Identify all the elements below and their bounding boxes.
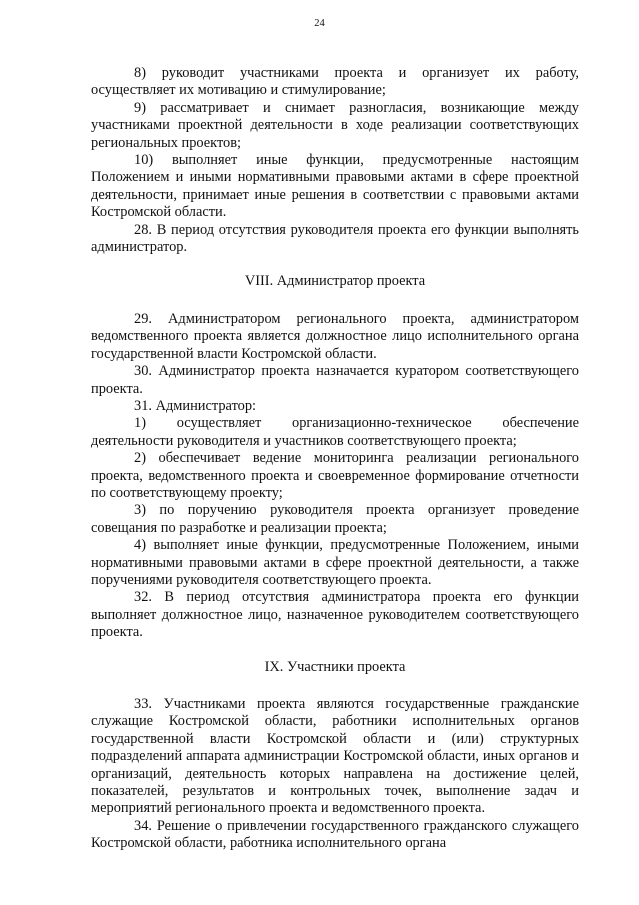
paragraph-31-item-2: 2) обеспечивает ведение мониторинга реализации регионального проекта, ведомственного проекта и своевременное формирование отчетности по соответствующему проекту; xyxy=(91,450,579,501)
paragraph-31-item-1: 1) осуществляет организационно-техническое обеспечение деятельности руководителя и участников соответствующего проекта; xyxy=(91,415,579,449)
page-number: 24 xyxy=(314,18,325,29)
paragraph-28: 28. В период отсутствия руководителя проекта его функции выполнять администратор. xyxy=(91,221,579,256)
paragraph-32: 32. В период отсутствия администратора проекта его функции выполняет должностное лицо, назначенное руководителем соответствующего проекта. xyxy=(91,589,579,641)
paragraph-item-8: 8) руководит участниками проекта и организует их работу, осуществляет их мотивацию и стимулирование; xyxy=(91,65,579,99)
paragraph-31-item-3: 3) по поручению руководителя проекта организует проведение совещания по разработке и реализации проекта; xyxy=(91,502,579,536)
paragraph-item-10: 10) выполняет иные функции, предусмотренные настоящим Положением и иными нормативными правовыми актами в сфере проектной деятельности, принимает иные решения в соответствии с правовыми актами Костромской области. xyxy=(91,152,579,221)
paragraph-30: 30. Администратор проекта назначается куратором соответствующего проекта. xyxy=(91,363,579,397)
paragraph-33: 33. Участниками проекта являются государственные гражданские служащие Костромской области, работники исполнительных органов государственной власти Костромской области и (или) структурных подразделений аппарата администрации Костромской области, иных органов и организаций, деятельность которых направлена на достижение целей, показателей, результатов и контрольных точек, выполнение задач и мероприятий регионального проекта и ведомственного проекта. xyxy=(91,696,579,817)
document-body xyxy=(91,65,579,853)
paragraph-34: 34. Решение о привлечении государственного гражданского служащего Костромской области, работника исполнительного органа xyxy=(91,817,579,852)
paragraph-31-item-4: 4) выполняет иные функции, предусмотренные Положением, иными нормативными правовыми актами в сфере проектной деятельности, а также поручениями руководителя соответствующего проекта. xyxy=(91,537,579,588)
paragraph-31: 31. Администратор: xyxy=(134,397,257,414)
paragraph-item-9: 9) рассматривает и снимает разногласия, возникающие между участниками проектной деятельности в ходе реализации соответствующих региональных проектов; xyxy=(91,99,579,151)
section-heading-participants: IX. Участники проекта xyxy=(264,658,406,675)
paragraph-29: 29. Администратором регионального проекта, администратором ведомственного проекта является должностное лицо исполнительного органа государственной власти Костромской области. xyxy=(91,310,579,362)
section-heading-administrator: VIII. Администратор проекта xyxy=(244,273,426,290)
